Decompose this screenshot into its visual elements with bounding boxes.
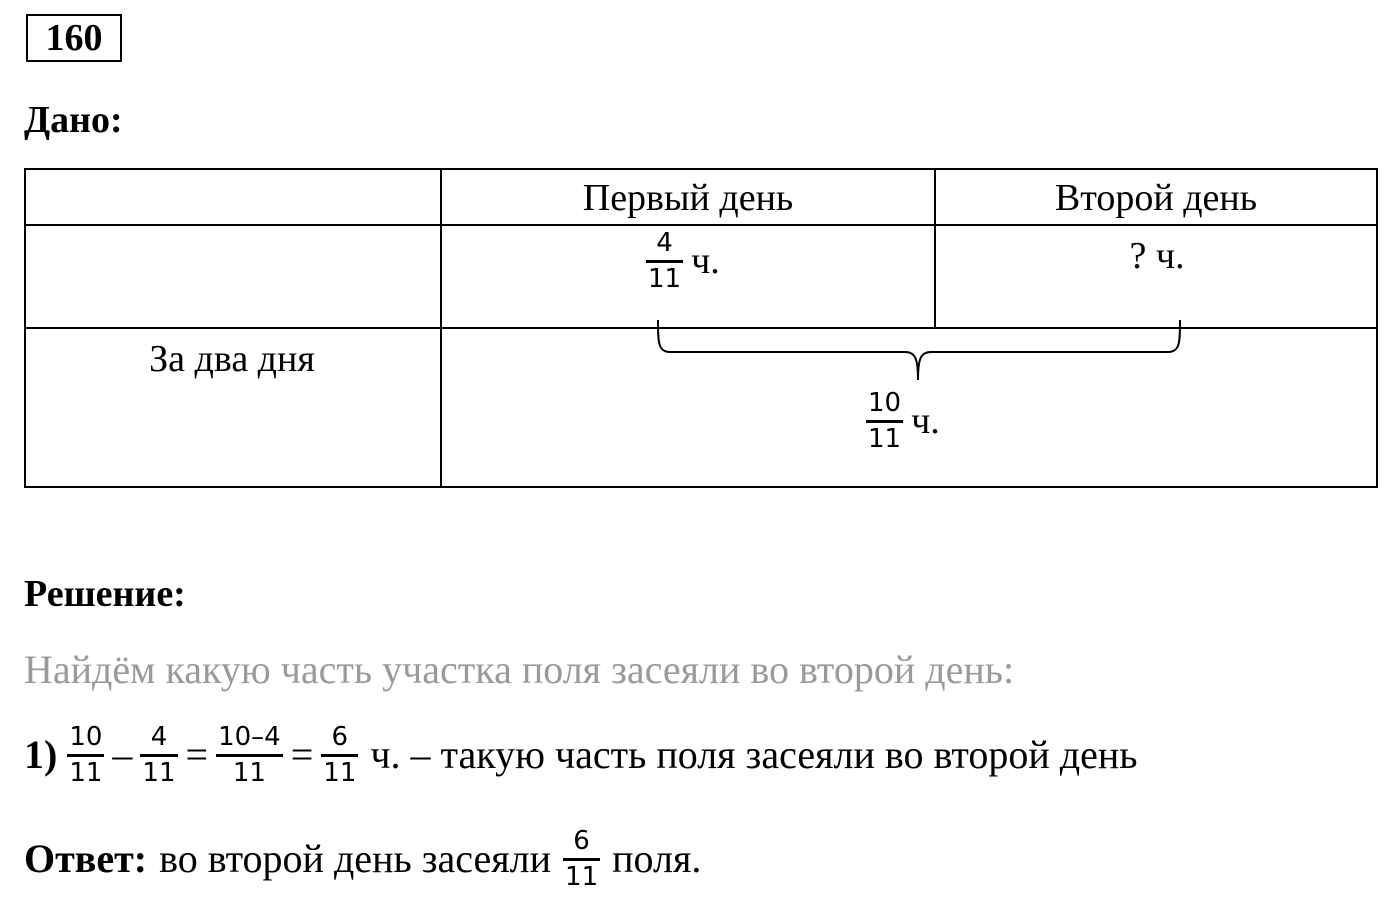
solution-intro: Найдём какую часть участка поля засеяли во второй день:: [24, 647, 1015, 692]
step-result-text: ч. – такую часть поля засеяли во второй день: [370, 732, 1138, 777]
table-rule-1: [24, 224, 1378, 226]
fraction-10-minus-4-over-11: [216, 722, 283, 788]
answer-text-after: поля.: [612, 836, 702, 881]
curly-brace-icon: [650, 318, 1190, 388]
numerator: 6: [573, 826, 590, 856]
fraction-10-11: [866, 388, 903, 454]
fraction-10-11: [67, 722, 104, 788]
row-label-two-days: За два дня: [149, 338, 315, 380]
answer-text-before: во второй день засеяли: [159, 836, 552, 881]
numerator: 10: [868, 388, 902, 418]
answer-label: Ответ:: [24, 836, 148, 881]
header-second-day: Второй день: [1054, 177, 1258, 219]
table-border-bottom: [24, 486, 1378, 488]
given-heading: Дано:: [24, 99, 123, 141]
numerator: 4: [656, 228, 673, 258]
unit: ч.: [691, 240, 720, 282]
fraction-bar: [67, 754, 104, 757]
denominator: 11: [69, 758, 103, 788]
second-day-value: ? ч.: [1129, 235, 1185, 277]
fraction-6-11: [563, 826, 600, 892]
header-first-day: Первый день: [582, 177, 794, 219]
equals-sign: =: [185, 732, 209, 777]
fraction-6-11: [321, 722, 358, 788]
fraction-bar: [321, 754, 358, 757]
total-value: [866, 388, 940, 454]
fraction-bar: [140, 754, 177, 757]
denominator: 11: [565, 862, 599, 892]
denominator: 11: [868, 424, 902, 454]
first-day-value: [646, 228, 720, 294]
numerator: 6: [331, 722, 349, 752]
fraction-bar: [216, 754, 283, 757]
table-border-top: [24, 168, 1378, 170]
numerator: 4: [150, 722, 168, 752]
problem-number: 160: [26, 14, 122, 62]
minus-sign: –: [112, 732, 133, 777]
fraction-bar: [563, 858, 600, 861]
table-border-right: [1376, 168, 1378, 488]
solution-heading: Решение:: [24, 573, 186, 615]
fraction-4-11: [140, 722, 177, 788]
numerator: 10–4: [218, 722, 281, 752]
denominator: 11: [648, 264, 682, 294]
denominator: 11: [232, 758, 266, 788]
unit: ч.: [911, 400, 940, 442]
fraction-4-11: [646, 228, 683, 294]
denominator: 11: [323, 758, 357, 788]
table-border-left: [24, 168, 26, 488]
fraction-bar: [866, 420, 903, 423]
equals-sign: =: [290, 732, 314, 777]
fraction-bar: [646, 260, 683, 263]
denominator: 11: [142, 758, 176, 788]
numerator: 10: [69, 722, 103, 752]
answer-line: [24, 826, 701, 892]
step-label: 1): [24, 732, 58, 777]
solution-step-1: [24, 722, 1137, 788]
